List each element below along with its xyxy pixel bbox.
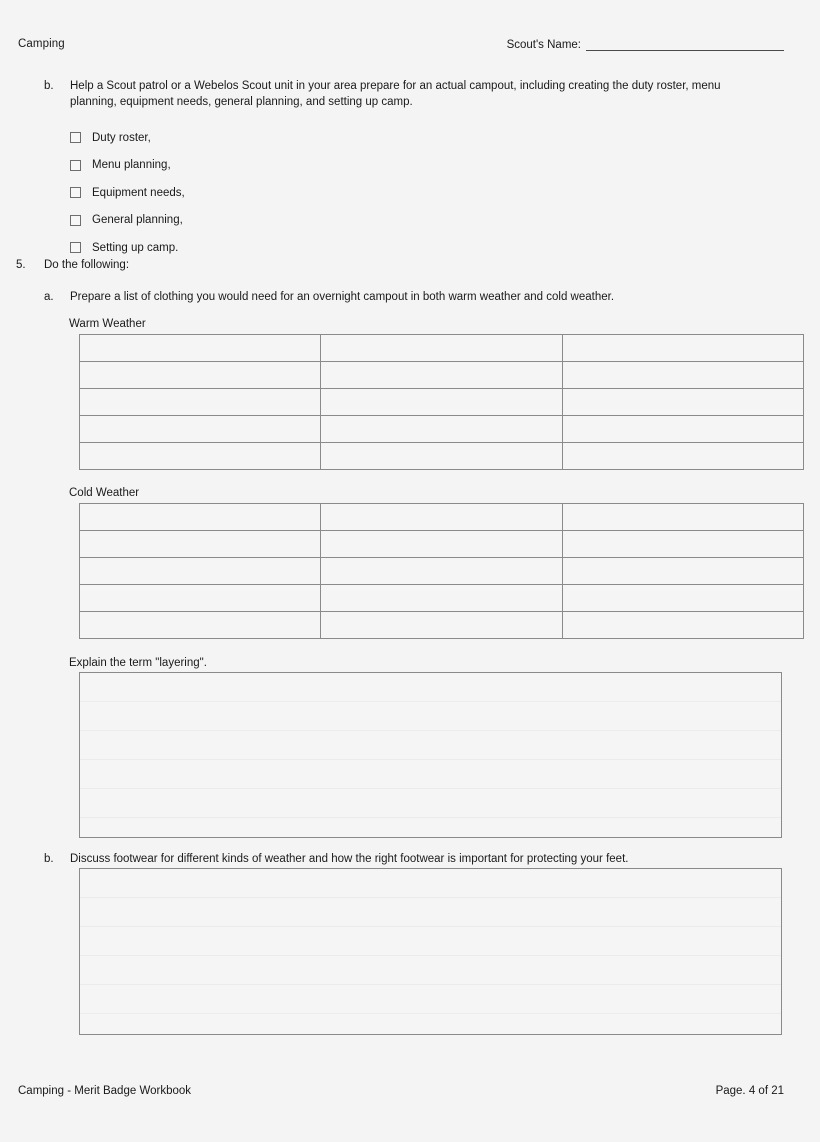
table-row	[80, 389, 804, 416]
table-row	[80, 416, 804, 443]
list-item[interactable]	[70, 179, 470, 207]
table-cell[interactable]	[563, 612, 804, 639]
table-cell[interactable]	[563, 585, 804, 612]
campout-task-checklist	[70, 124, 470, 262]
requirement-4b-text: Help a Scout patrol or a Webelos Scout unit in your area prepare for an actual campout, including creating the duty roster, menu planning, equipment needs, general planning, and setting up camp.	[70, 80, 721, 108]
requirement-5a	[44, 290, 784, 306]
requirement-4b	[44, 79, 784, 110]
table-cell[interactable]	[321, 416, 563, 443]
cold-weather-table	[79, 503, 804, 639]
table-cell[interactable]	[563, 416, 804, 443]
table-cell[interactable]	[321, 504, 563, 531]
warm-weather-table	[79, 334, 804, 470]
table-row	[80, 558, 804, 585]
table-cell[interactable]	[321, 531, 563, 558]
layering-answer-box[interactable]	[79, 672, 782, 838]
checklist-label: Equipment needs,	[92, 186, 185, 199]
table-row	[80, 362, 804, 389]
checkbox-icon[interactable]	[70, 160, 81, 171]
table-cell[interactable]	[321, 335, 563, 362]
table-cell[interactable]	[80, 585, 321, 612]
table-cell[interactable]	[563, 558, 804, 585]
warm-weather-caption: Warm Weather	[69, 318, 146, 330]
requirement-5b-marker: b.	[44, 853, 54, 865]
requirement-4b-marker: b.	[44, 80, 54, 92]
table-cell[interactable]	[80, 335, 321, 362]
table-cell[interactable]	[563, 362, 804, 389]
scouts-name-label: Scout's Name:	[506, 39, 581, 51]
table-cell[interactable]	[80, 531, 321, 558]
scouts-name-input-line[interactable]	[586, 38, 784, 51]
table-row	[80, 443, 804, 470]
requirement-5	[16, 258, 416, 274]
table-row	[80, 504, 804, 531]
table-cell[interactable]	[80, 612, 321, 639]
requirement-5a-marker: a.	[44, 291, 54, 303]
table-cell[interactable]	[80, 389, 321, 416]
footwear-answer-box[interactable]	[79, 868, 782, 1035]
list-item[interactable]	[70, 124, 470, 152]
requirement-5b	[44, 852, 784, 868]
workbook-title: Camping - Merit Badge Workbook	[18, 1085, 191, 1097]
merit-badge-name: Camping	[18, 38, 65, 50]
table-cell[interactable]	[80, 443, 321, 470]
checklist-label: Duty roster,	[92, 131, 151, 144]
table-row	[80, 612, 804, 639]
table-cell[interactable]	[563, 335, 804, 362]
table-cell[interactable]	[563, 443, 804, 470]
table-row	[80, 335, 804, 362]
requirement-5-text: Do the following:	[44, 259, 130, 271]
table-cell[interactable]	[80, 416, 321, 443]
checkbox-icon[interactable]	[70, 215, 81, 226]
checklist-label: Menu planning,	[92, 159, 171, 172]
scouts-name-field	[507, 38, 784, 51]
table-cell[interactable]	[80, 558, 321, 585]
cold-weather-caption: Cold Weather	[69, 487, 140, 499]
list-item[interactable]	[70, 152, 470, 180]
table-cell[interactable]	[563, 389, 804, 416]
table-row	[80, 585, 804, 612]
page-header	[0, 38, 820, 56]
table-cell[interactable]	[321, 612, 563, 639]
layering-prompt: Explain the term "layering".	[69, 657, 207, 669]
requirement-5-marker: 5.	[16, 259, 26, 271]
checklist-label: Setting up camp.	[92, 241, 179, 254]
requirement-5a-text: Prepare a list of clothing you would need for an overnight campout in both warm weather and cold weather.	[70, 291, 615, 303]
table-cell[interactable]	[321, 389, 563, 416]
list-item[interactable]	[70, 207, 470, 235]
table-cell[interactable]	[321, 558, 563, 585]
checkbox-icon[interactable]	[70, 187, 81, 198]
table-cell[interactable]	[321, 443, 563, 470]
checkbox-icon[interactable]	[70, 132, 81, 143]
table-cell[interactable]	[321, 585, 563, 612]
table-cell[interactable]	[563, 504, 804, 531]
table-cell[interactable]	[563, 531, 804, 558]
table-row	[80, 531, 804, 558]
page-footer	[0, 1085, 820, 1103]
page-number: Page. 4 of 21	[715, 1085, 784, 1097]
table-cell[interactable]	[80, 504, 321, 531]
requirement-5b-text: Discuss footwear for different kinds of weather and how the right footwear is important for protecting your feet.	[70, 853, 629, 865]
checklist-label: General planning,	[92, 214, 183, 227]
checkbox-icon[interactable]	[70, 242, 81, 253]
table-cell[interactable]	[80, 362, 321, 389]
table-cell[interactable]	[321, 362, 563, 389]
